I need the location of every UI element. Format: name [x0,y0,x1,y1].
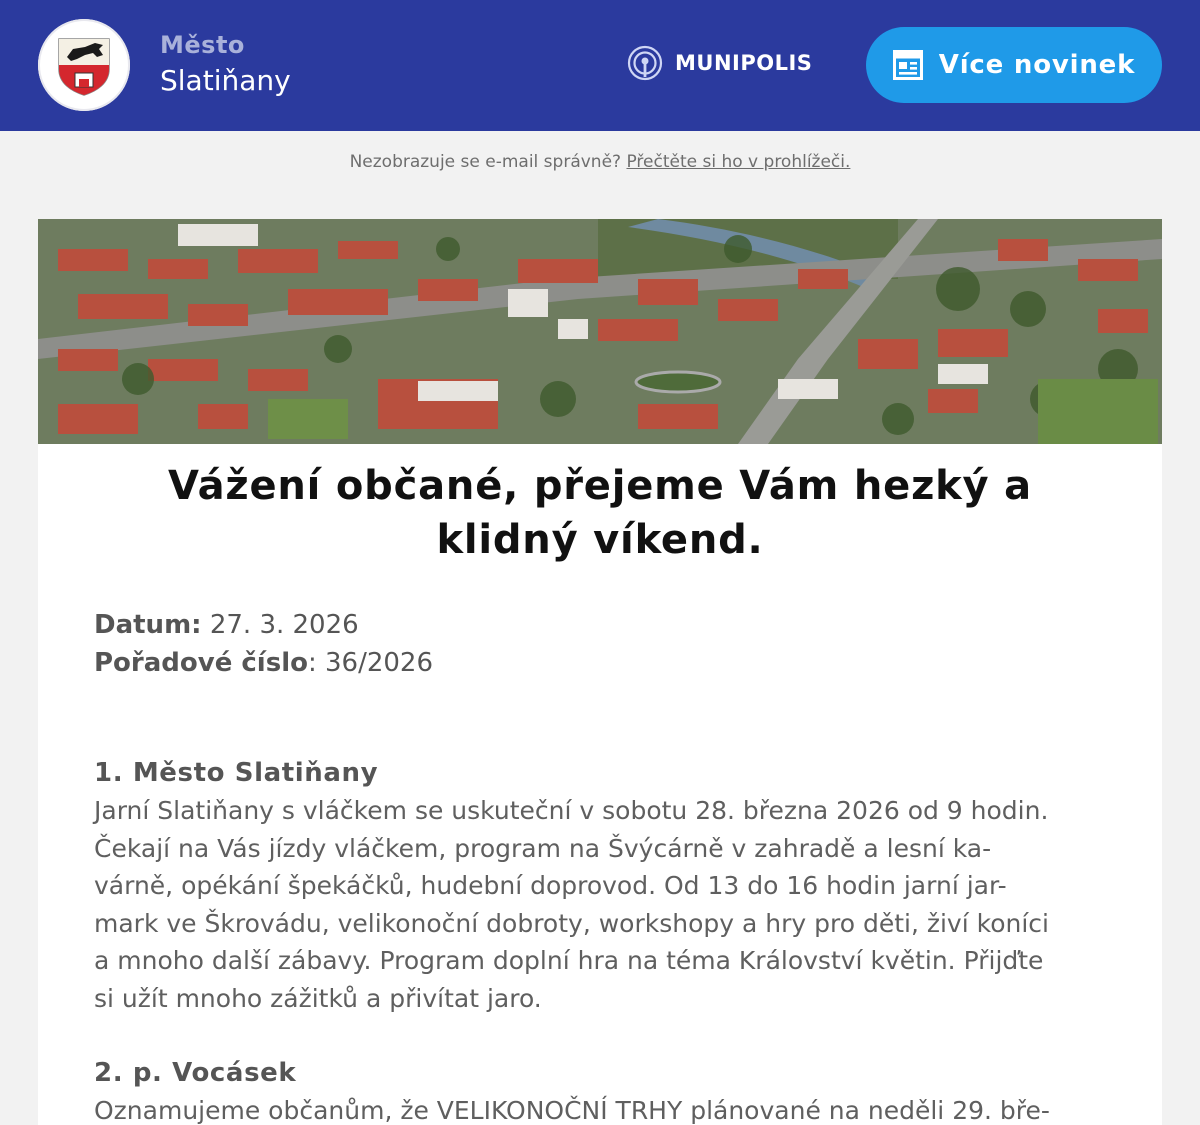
newspaper-icon [893,50,923,80]
body-line: si užít mnoho zážitků a přivítat jaro. [94,983,542,1013]
city-logo[interactable] [38,19,130,111]
date-label: Datum: [94,610,202,640]
body-line: Oznamujeme občanům, že VELIKONOČNÍ TRHY plánované na neděli 29. bře- [94,1096,1050,1125]
broadcast-icon [627,45,663,81]
body-line: Čekají na Vás jízdy vláčkem, program na Švýcárně v zahradě a lesní ka- [94,833,992,863]
section-title: 1. Město Slatiňany [94,758,379,788]
date-row [94,606,433,644]
munipolis-brand[interactable] [627,44,812,82]
headline-line-1: Vážení občané, přejeme Vám hezký a [168,463,1032,509]
more-news-button[interactable] [866,27,1162,103]
header-bar [0,0,1200,131]
notice-text: Nezobrazuje se e-mail správně? [349,152,622,172]
coat-of-arms-icon [55,35,113,97]
munipolis-label: MUNIPOLIS [675,51,813,75]
date-value: 27. 3. 2026 [201,610,359,640]
view-in-browser-link[interactable]: Přečtěte si ho v prohlížeči. [626,152,851,172]
section-body [94,1092,1104,1125]
number-row [94,644,433,682]
more-news-label: Více novinek [938,50,1136,80]
brand-city-label: Město [160,31,245,59]
body-line: várně, opékání špekáčků, hudební doprovod. Od 13 do 16 hodin jarní jar- [94,871,1007,900]
number-label: Pořadové číslo [94,648,308,678]
article-headline [98,459,1102,567]
article-meta [94,606,433,682]
newsletter-card [38,219,1162,1125]
number-value: : 36/2026 [307,648,434,678]
body-line: Jarní Slatiňany s vláčkem se uskuteční v sobotu 28. března 2026 od 9 hodin. [94,796,1049,825]
view-in-browser-notice [0,152,1200,172]
aerial-town-photo [38,219,1162,444]
body-line: a mnoho další zábavy. Program doplní hra na téma Království květin. Přijďte [94,946,1044,975]
headline-line-2: klidný víkend. [436,517,764,563]
brand-city-name: Slatiňany [160,64,291,97]
body-line: mark ve Škrovádu, velikonoční dobroty, workshopy a hry pro děti, živí koníci [94,908,1049,938]
section-title: 2. p. Vocásek [94,1058,297,1088]
section-body [94,792,1104,1017]
